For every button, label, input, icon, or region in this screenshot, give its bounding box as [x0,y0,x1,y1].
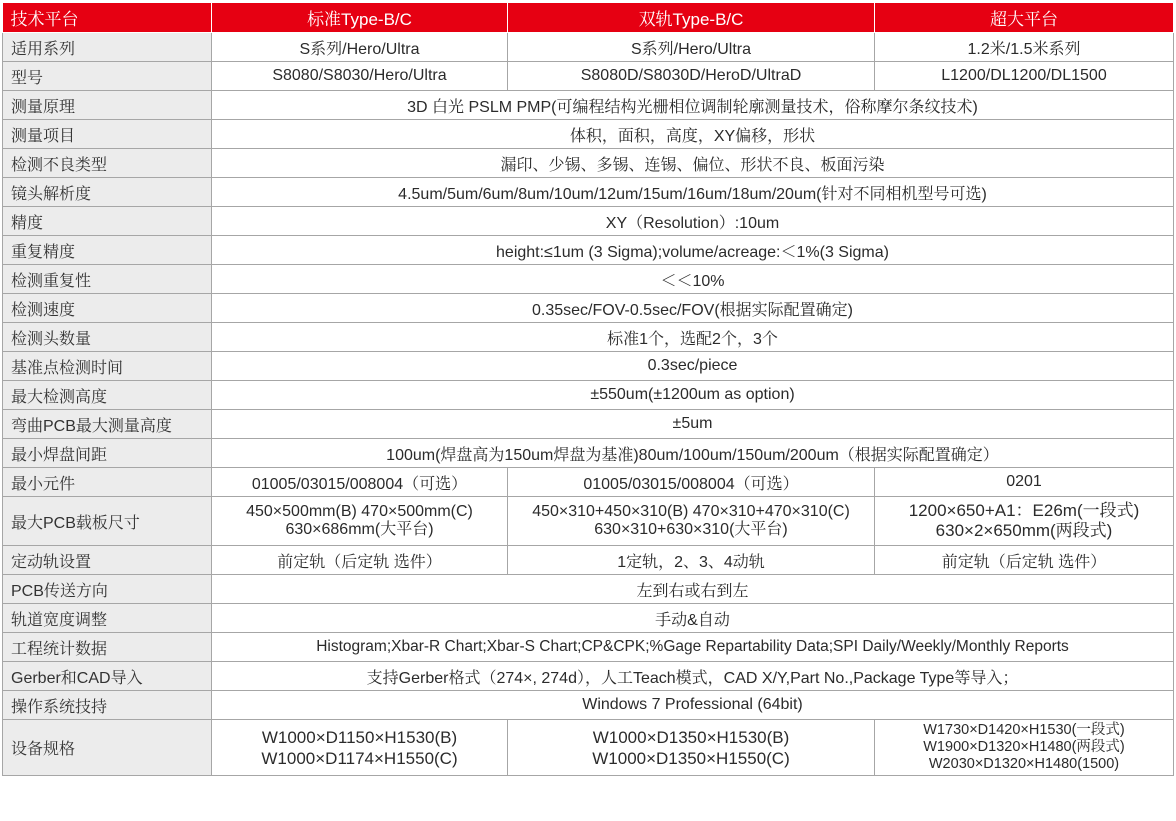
row-fiducial [3,352,1174,381]
cell-value: 4.5um/5um/6um/8um/10um/12um/15um/16um/18um/20um(针对不同相机型号可选) [212,178,1174,207]
row-label: 弯曲PCB最大测量高度 [3,410,212,439]
cell-value: ＜＜10% [212,265,1174,294]
row-defects [3,149,1174,178]
cell-dual-rail: 1定轨，2、3、4动轨 [508,546,875,575]
cell-large-platform: 1.2米/1.5米系列 [875,33,1174,62]
cell-standard: S8080/S8030/Hero/Ultra [212,62,508,91]
row-label: 检测不良类型 [3,149,212,178]
cell-line: 630×686mm(大平台) [285,521,434,538]
row-label: 重复精度 [3,236,212,265]
row-label: 最小焊盘间距 [3,439,212,468]
row-accuracy [3,207,1174,236]
cell-dual-rail: S8080D/S8030D/HeroD/UltraD [508,62,875,91]
cell-value: Histogram;Xbar-R Chart;Xbar-S Chart;CP&CPK;%Gage Repartability Data;SPI Daily/Weekly/Monthly Reports [212,633,1174,662]
cell-dual-rail: 01005/03015/008004（可选） [508,468,875,497]
row-items [3,120,1174,149]
header-col-standard: 标准Type-B/C [212,3,508,33]
cell-line: W1000×D1350×H1550(C) [592,748,790,768]
cell-line: W1000×D1150×H1530(B) [261,727,458,747]
row-label: 测量原理 [3,91,212,120]
row-gage [3,265,1174,294]
row-label: 镜头解析度 [3,178,212,207]
row-label: 基准点检测时间 [3,352,212,381]
row-label: PCB传送方向 [3,575,212,604]
cell-standard [212,497,508,546]
cell-value: Windows 7 Professional (64bit) [212,691,1174,720]
row-label: 精度 [3,207,212,236]
row-label: 最小元件 [3,468,212,497]
cell-standard: 01005/03015/008004（可选） [212,468,508,497]
cell-line: W1000×D1174×H1550(C) [261,748,458,768]
cell-standard: 前定轨（后定轨 选件） [212,546,508,575]
row-direction [3,575,1174,604]
header-row [3,3,1174,33]
cell-value: 手动&自动 [212,604,1174,633]
cell-line: 630×2×650mm(两段式) [935,521,1113,540]
cell-dual-rail [508,497,875,546]
row-label: 型号 [3,62,212,91]
row-rail [3,546,1174,575]
cell-value: 左到右或右到左 [212,575,1174,604]
header-platform-label: 技术平台 [3,3,212,33]
row-heads [3,323,1174,352]
cell-large-platform: L1200/DL1200/DL1500 [875,62,1174,91]
spec-table [2,3,1174,776]
row-label: 测量项目 [3,120,212,149]
row-label: 工程统计数据 [3,633,212,662]
cell-large-platform [875,497,1174,546]
cell-large-platform: 前定轨（后定轨 选件） [875,546,1174,575]
cell-line: 630×310+630×310(大平台) [594,521,788,538]
cell-standard [212,720,508,776]
row-label: 适用系列 [3,33,212,62]
row-label: 检测速度 [3,294,212,323]
cell-value: XY（Resolution）:10um [212,207,1174,236]
cell-line: 1200×650+A1：E26m(一段式) [908,501,1140,520]
cell-value: 支持Gerber格式（274×, 274d），人工Teach模式，CAD X/Y,Part No.,Package Type等导入； [212,662,1174,691]
row-width-adjust [3,604,1174,633]
cell-standard: S系列/Hero/Ultra [212,33,508,62]
cell-line: 450×310+450×310(B) 470×310+470×310(C) [532,503,850,520]
header-col-large-platform: 超大平台 [875,3,1174,33]
row-min-component [3,468,1174,497]
row-principle [3,91,1174,120]
cell-value: 体积，面积，高度，XY偏移，形状 [212,120,1174,149]
cell-value: 标准1个，选配2个，3个 [212,323,1174,352]
row-speed [3,294,1174,323]
cell-value: 0.3sec/piece [212,352,1174,381]
cell-dual-rail [508,720,875,776]
cell-value: height:≤1um (3 Sigma);volume/acreage:＜1%(3 Sigma) [212,236,1174,265]
row-label: 最大PCB载板尺寸 [3,497,212,546]
row-label: 设备规格 [3,720,212,776]
row-repeatability [3,236,1174,265]
cell-dual-rail: S系列/Hero/Ultra [508,33,875,62]
cell-value: ±5um [212,410,1174,439]
cell-line: W1900×D1320×H1480(两段式) [923,739,1125,755]
cell-value: 0.35sec/FOV-0.5sec/FOV(根据实际配置确定) [212,294,1174,323]
row-model [3,62,1174,91]
row-label: 最大检测高度 [3,381,212,410]
cell-value: 100um(焊盘高为150um焊盘为基准)80um/100um/150um/200um（根据实际配置确定） [212,439,1174,468]
cell-large-platform [875,720,1174,776]
row-warp [3,410,1174,439]
cell-line: W1730×D1420×H1530(一段式) [923,722,1125,738]
row-label: 定动轨设置 [3,546,212,575]
cell-line: W1000×D1350×H1530(B) [592,727,790,747]
row-pad-pitch [3,439,1174,468]
row-label: 轨道宽度调整 [3,604,212,633]
row-gerber [3,662,1174,691]
row-label: 检测头数量 [3,323,212,352]
row-lens [3,178,1174,207]
cell-value: 3D 白光 PSLM PMP(可编程结构光栅相位调制轮廓测量技术，俗称摩尔条纹技术) [212,91,1174,120]
row-series [3,33,1174,62]
row-os [3,691,1174,720]
row-pcb-size [3,497,1174,546]
cell-value: ±550um(±1200um as option) [212,381,1174,410]
row-max-height [3,381,1174,410]
cell-line: 450×500mm(B) 470×500mm(C) [246,503,473,520]
row-dimensions [3,720,1174,776]
row-stats [3,633,1174,662]
row-label: 检测重复性 [3,265,212,294]
cell-line: W2030×D1320×H1480(1500) [928,756,1120,772]
cell-large-platform: 0201 [875,468,1174,497]
cell-value: 漏印、少锡、多锡、连锡、偏位、形状不良、板面污染 [212,149,1174,178]
row-label: Gerber和CAD导入 [3,662,212,691]
header-col-dual-rail: 双轨Type-B/C [508,3,875,33]
row-label: 操作系统技持 [3,691,212,720]
